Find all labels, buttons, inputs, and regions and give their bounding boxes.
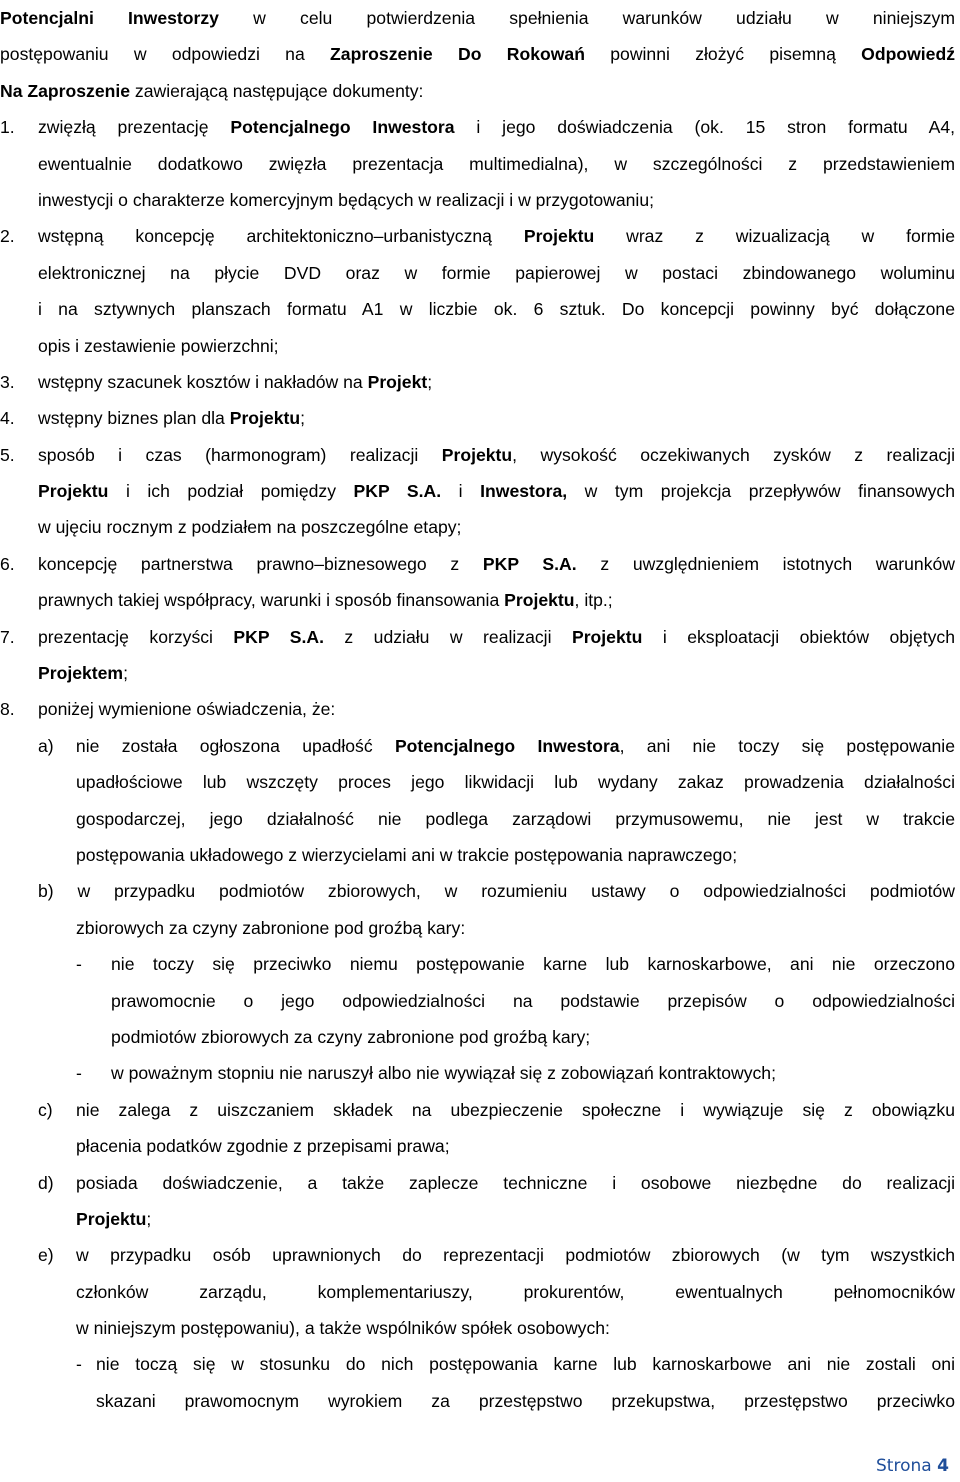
list-number: 8.: [0, 699, 15, 720]
point-e-line-3: w niniejszym postępowaniu), a także wspólników spółek osobowych:: [76, 1318, 610, 1339]
intro-line-1: [0, 0, 955, 36]
item-5-line-1: [0, 437, 955, 473]
point-b-line-2: zbiorowych za czyny zabronione pod groźbą kary:: [76, 917, 466, 938]
text-span: i jego doświadczenia (ok. 15 stron formatu A4,: [454, 117, 955, 138]
bold-term: Projekt: [367, 371, 428, 392]
text-span: ;: [427, 371, 433, 392]
point-a-line-2: upadłościowe lub wszczęty proces jego likwidacji lub wydany zakaz prowadzenia działalności: [76, 772, 955, 793]
text-span: i: [441, 481, 481, 502]
point-e-line-2: członków zarządu, komplementariuszy, prokurentów, ewentualnych pełnomocników: [76, 1281, 955, 1302]
bold-term: Potencjalnego Inwestora: [394, 735, 620, 756]
text-span: poniżej wymienione oświadczenia, że:: [38, 699, 336, 720]
text-span: prezentację korzyści: [38, 626, 234, 647]
bold-term: Projektu: [441, 444, 513, 465]
text-span: a) nie została ogłoszona upadłość: [38, 735, 395, 756]
text-span: z uwzględnieniem istotnych warunków: [576, 553, 955, 574]
point-label: c): [38, 1099, 53, 1120]
text-span: wstępny biznes plan dla: [38, 408, 230, 429]
item-1-line-3: inwestycji o charakterze komercyjnym będących w realizacji i w przygotowaniu;: [38, 189, 655, 210]
text-span: w przypadku osób uprawnionych do reprezentacji podmiotów zbiorowych (w tym wszystkich: [76, 1245, 955, 1266]
point-e-line-1: [0, 1237, 955, 1273]
item-4-line-1: [0, 400, 955, 436]
text-span: , itp.;: [574, 590, 613, 611]
item-2-line-1: [0, 218, 955, 254]
point-b-dash-1-line-3: podmiotów zbiorowych za czyny zabronione pod groźbą kary;: [111, 1026, 591, 1047]
text-span: ;: [123, 663, 128, 684]
item-7-line-2: [0, 655, 955, 691]
text-span: nie toczy się przeciwko niemu postępowanie karne lub karnoskarbowe, ani nie orzeczono: [111, 954, 955, 975]
point-e-dash-1-line-1: [0, 1346, 955, 1382]
list-number: 5.: [0, 444, 15, 465]
dash-bullet: -: [76, 1063, 82, 1084]
bold-term: Potencjalnego Inwestora: [230, 117, 455, 138]
point-d-line-2: [0, 1201, 955, 1237]
point-a-line-4: postępowania układowego z wierzycielami ani w trakcie postępowania naprawczego;: [76, 844, 738, 865]
bold-term: Projektu: [571, 626, 643, 647]
intro-line-3: [0, 73, 955, 109]
item-6-line-2: [0, 582, 955, 618]
text-span: ;: [146, 1208, 152, 1229]
page-footer: [876, 1456, 949, 1476]
text-span: wstępny szacunek kosztów i nakładów na: [38, 371, 368, 392]
bold-term: Potencjalni Inwestorzy: [0, 8, 219, 28]
dash-bullet: -: [76, 1354, 82, 1375]
text-span: zwięzłą prezentację: [38, 117, 231, 138]
text-span: koncepcję partnerstwa prawno–biznesowego z: [38, 553, 483, 574]
text-span: nie toczą się w stosunku do nich postępowania karne lub karnoskarbowe ani nie zostali oni: [96, 1354, 955, 1375]
point-label: e): [38, 1245, 54, 1266]
bold-term: PKP S.A.: [482, 553, 577, 574]
point-e-dash-1-line-2: skazani prawomocnym wyrokiem za przestępstwo przekupstwa, przestępstwo przeciwko: [96, 1390, 955, 1411]
bold-term: Projektem: [38, 663, 124, 684]
point-c-line-2: płacenia podatków zgodnie z przepisami prawa;: [76, 1136, 450, 1157]
text-span: ;: [300, 408, 305, 429]
list-number: 4.: [0, 408, 15, 429]
bold-term: Projektu: [504, 590, 575, 611]
point-b-dash-2-line-1: [0, 1055, 955, 1091]
point-b-dash-1-line-2: prawomocnie o jego odpowiedzialności na podstawie przepisów o odpowiedzialności: [111, 990, 955, 1011]
text-span: postępowaniu w odpowiedzi na: [0, 44, 331, 65]
bold-term: PKP S.A.: [233, 626, 324, 647]
bold-term: Zaproszenie Do Rokowań: [330, 44, 585, 65]
bold-term: Odpowiedź: [861, 44, 955, 65]
text-span: prawnych takiej współpracy, warunki i sposób finansowania: [38, 590, 505, 611]
point-label: d): [38, 1172, 54, 1193]
bold-term: Inwestora,: [480, 481, 568, 502]
item-6-line-1: [0, 546, 955, 582]
point-b-line-1: b) w przypadku podmiotów zbiorowych, w rozumieniu ustawy o odpowiedzialności podmiotów: [38, 881, 955, 902]
text-span: w tym projekcja przepływów finansowych: [567, 481, 955, 502]
text-span: powinni złożyć pisemną: [584, 44, 862, 65]
point-c-line-1: [0, 1092, 955, 1128]
text-span: wraz z wizualizacją w formie: [594, 226, 955, 247]
text-span: i ich podział pomiędzy: [108, 481, 354, 502]
intro-line-2: [0, 36, 955, 72]
point-a-line-1: [0, 728, 955, 764]
item-2-line-3: i na sztywnych planszach formatu A1 w liczbie ok. 6 sztuk. Do koncepcji powinny być dołączone: [38, 299, 955, 320]
list-number: 7.: [0, 626, 15, 647]
item-7-line-1: [0, 619, 955, 655]
text-span: zawierającą następujące dokumenty:: [130, 80, 424, 101]
text-span: z udziału w realizacji: [323, 626, 572, 647]
item-5-line-3: w ujęciu rocznym z podziałem na poszczególne etapy;: [38, 517, 462, 538]
list-number: 1.: [0, 117, 15, 138]
dash-bullet: -: [76, 954, 82, 975]
bold-term: PKP S.A.: [353, 481, 442, 502]
text-span: nie zalega z uiszczaniem składek na ubezpieczenie społeczne i wywiązuje się z obowiązku: [76, 1099, 955, 1120]
item-3-line-1: [0, 364, 955, 400]
text-span: wstępną koncepcję architektoniczno–urbanistyczną: [38, 226, 524, 247]
bold-term: Projektu: [229, 408, 301, 429]
bold-term: Na Zaproszenie: [0, 80, 131, 101]
item-1-line-2: ewentualnie dodatkowo zwięzła prezentacja multimedialna), w szczególności z przedstawieniem: [38, 153, 955, 174]
text-span: , wysokość oczekiwanych zysków z realizacji: [512, 444, 955, 465]
item-2-line-2: elektronicznej na płycie DVD oraz w formie papierowej w postaci zbindowanego woluminu: [38, 262, 955, 283]
text-span: posiada doświadczenie, a także zaplecze techniczne i osobowe niezbędne do realizacji: [76, 1172, 955, 1193]
list-number: 6.: [0, 553, 15, 574]
text-span: w poważnym stopniu nie naruszył albo nie wywiązał się z zobowiązań kontraktowych;: [111, 1063, 776, 1084]
page-number: 4: [937, 1456, 949, 1476]
list-number: 2.: [0, 226, 15, 247]
point-a-line-3: gospodarczej, jego działalność nie podlega zarządowi przymusowemu, nie jest w trakcie: [76, 808, 955, 829]
bold-term: Projektu: [76, 1208, 147, 1229]
list-number: 3.: [0, 371, 15, 392]
bold-term: Projektu: [523, 226, 595, 247]
text-span: w celu potwierdzenia spełnienia warunków udziału w niniejszym: [218, 8, 955, 28]
point-b-dash-1-line-1: [0, 946, 955, 982]
item-2-line-4: opis i zestawienie powierzchni;: [38, 335, 279, 356]
text-span: , ani nie toczy się postępowanie: [619, 735, 955, 756]
page-label: Strona: [876, 1456, 932, 1476]
bold-term: Projektu: [38, 481, 109, 502]
item-5-line-2: [0, 473, 955, 509]
point-d-line-1: [0, 1165, 955, 1201]
text-span: i eksploatacji obiektów objętych: [642, 626, 955, 647]
text-span: sposób i czas (harmonogram) realizacji: [38, 444, 442, 465]
item-8-line-1: [0, 691, 955, 727]
item-1-line-1: [0, 109, 955, 145]
